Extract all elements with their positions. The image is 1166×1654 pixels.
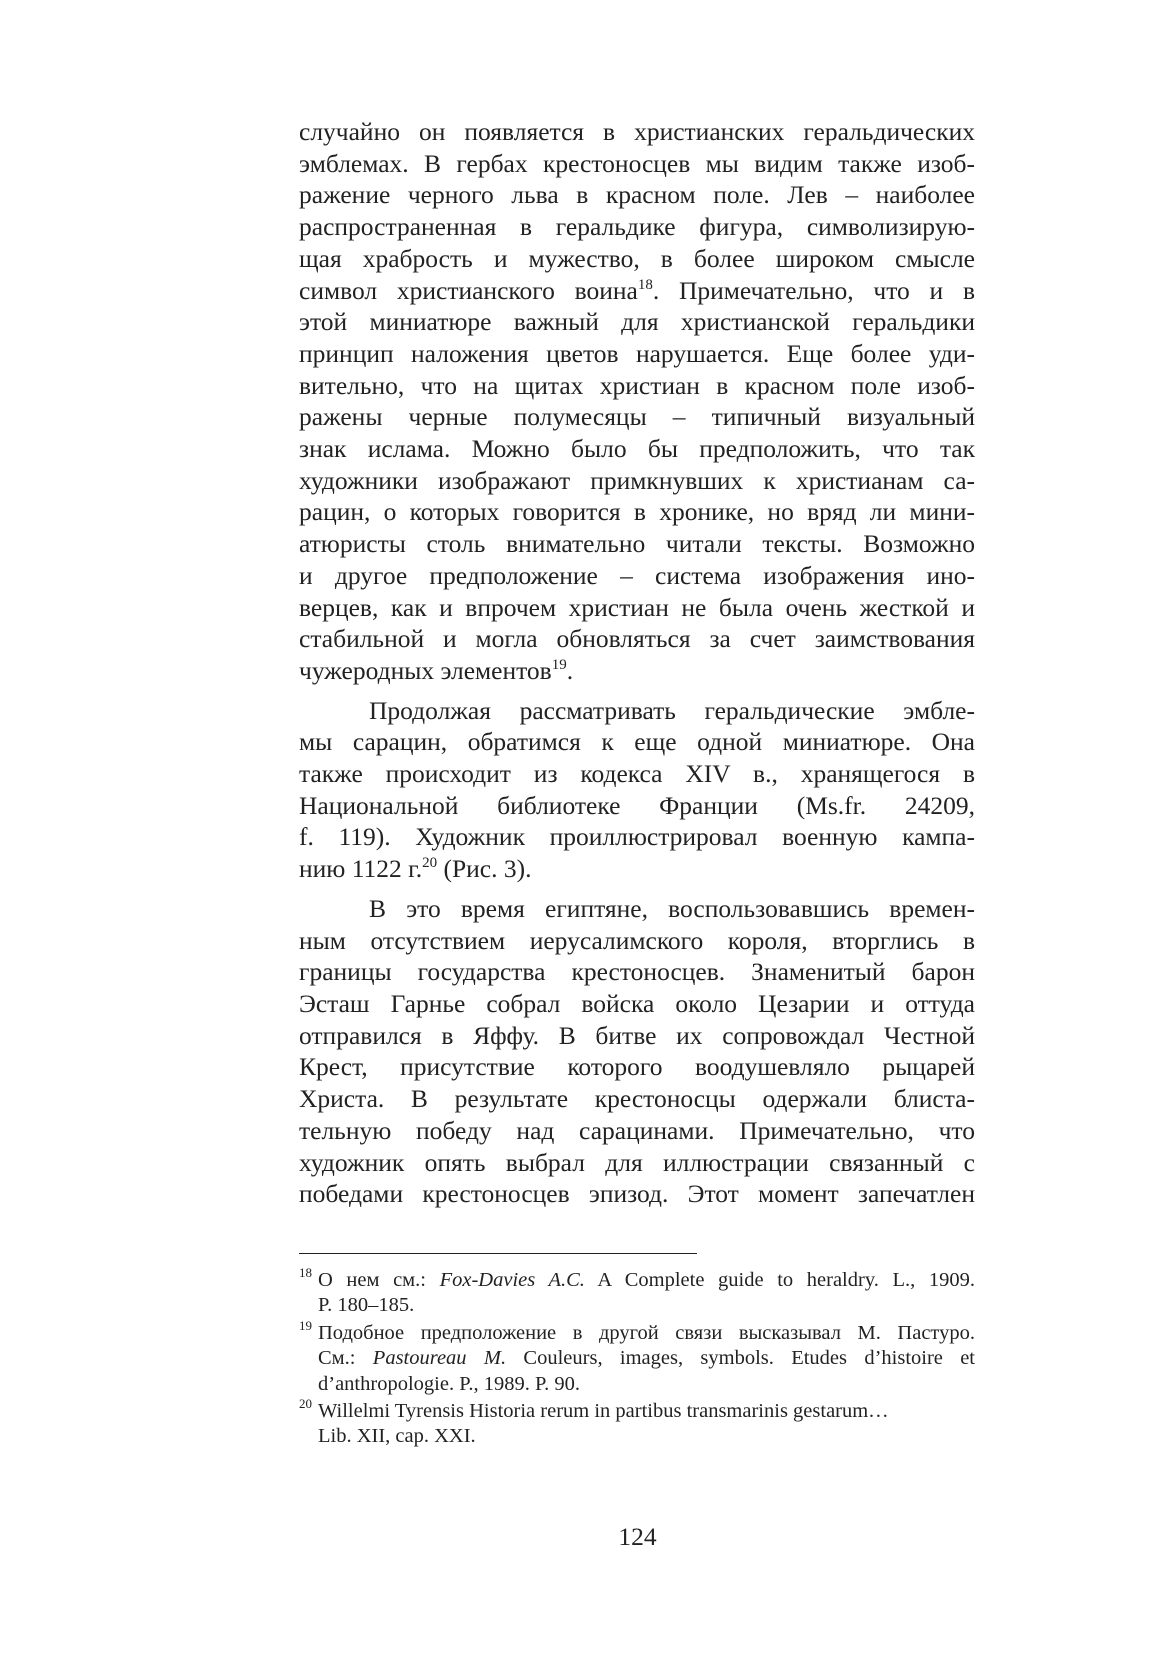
footnotes xyxy=(299,1265,976,1452)
footnote-number: 18 xyxy=(299,1265,312,1280)
footnote-number: 20 xyxy=(299,1396,312,1412)
text-line: Эсташ Гарнье собрал войска около Цезарии и оттуда xyxy=(299,988,975,1018)
text-line: В это время египтяне, воспользовавшись времен- xyxy=(369,893,975,923)
text-line: атюристы столь внимательно читали тексты. Возможно xyxy=(299,529,975,559)
page-number: 124 xyxy=(618,1522,657,1551)
text-line: случайно он появляется в христианских геральдических xyxy=(299,117,975,146)
footnote-text-cont: P. 180–185. xyxy=(318,1294,415,1317)
text-line: Национальной библиотеке Франции (Ms.fr. 24209, xyxy=(299,790,975,820)
text-line: также происходит из кодекса XIV в., хранящегося в xyxy=(299,759,975,789)
main-text xyxy=(299,116,975,1210)
footnote-text-cont: См.: Pastoureau M. Couleurs, images, symbols. Etudes d’histoire et xyxy=(318,1347,976,1370)
footnote-text: Willelmi Tyrensis Historia rerum in partibus transmarinis gestarum… xyxy=(318,1400,889,1423)
text-line: границы государства крестоносцев. Знаменитый барон xyxy=(299,957,975,987)
text-line: и другое предположение – система изображения ино- xyxy=(299,560,975,590)
footnote-text-cont: d’anthropologie. P., 1989. P. 90. xyxy=(318,1372,580,1395)
text-line: стабильной и могла обновляться за счет заимствования xyxy=(299,624,975,654)
text-line: знак ислама. Можно было бы предположить, что так xyxy=(299,434,975,464)
footnote-author: Pastoureau M. xyxy=(372,1347,507,1370)
text-line: вительно, что на щитах христиан в красном поле изоб- xyxy=(299,370,975,400)
text-line: верцев, как и впрочем христиан не была очень жесткой и xyxy=(299,592,975,622)
footnote-text: Подобное предположение в другой связи высказывал М. Пастуро. xyxy=(318,1321,975,1344)
text-line: этой миниатюре важный для христианской геральдики xyxy=(299,307,975,337)
text-line: щая храбрость и мужество, в более широком смысле xyxy=(299,243,975,273)
text-line: Продолжая рассматривать геральдические эмбле- xyxy=(369,695,975,725)
text-line: чужеродных элементов xyxy=(299,655,552,685)
text-line: Христа. В результате крестоносцы одержали блиста- xyxy=(299,1084,975,1114)
footnote-20 xyxy=(299,1396,975,1450)
text-line: ражение черного льва в красном поле. Лев – наиболее xyxy=(299,180,975,210)
footnote-19 xyxy=(299,1317,976,1397)
paragraph-2-last-line xyxy=(299,853,975,885)
text-line: . xyxy=(566,655,574,685)
text-line: художник опять выбрал для иллюстрации связанный с xyxy=(299,1147,975,1177)
text-line: (Рис. 3). xyxy=(437,854,532,884)
text-line: победами крестоносцев эпизод. Этот момент запечатлен xyxy=(299,1179,975,1209)
text-line: принцип наложения цветов нарушается. Еще более уди- xyxy=(299,338,975,368)
footnote-ref-18[interactable]: 18 xyxy=(637,276,653,293)
text-line: нию 1122 г. xyxy=(299,854,423,884)
text-line: отправился в Яффу. В битве их сопровождал Честной xyxy=(299,1020,975,1050)
footnote-text-cont: Lib. XII, cap. XXI. xyxy=(318,1425,476,1448)
paragraph-3 xyxy=(299,893,975,1210)
footnote-author: Fox-Davies A.C. xyxy=(439,1269,585,1291)
paragraph-1 xyxy=(299,116,975,655)
footnote-ref-19[interactable]: 19 xyxy=(551,656,567,673)
text-line: мы сарацин, обратимся к еще одной миниатюре. Она xyxy=(299,727,975,757)
text-line: f. 119). Художник проиллюстрировал военную кампа- xyxy=(299,822,975,852)
footnote-ref-20[interactable]: 20 xyxy=(422,855,438,872)
paragraph-1-last-line xyxy=(299,655,975,687)
text-line: символ христианского воина xyxy=(299,275,638,305)
text-line: рацин, о которых говорится в хронике, но вряд ли мини- xyxy=(299,497,975,527)
text-line: эмблемах. В гербах крестоносцев мы видим также изоб- xyxy=(299,148,975,178)
footnote-separator xyxy=(299,1253,697,1254)
footnote-number: 19 xyxy=(299,1317,312,1333)
text-line: тельную победу над сарацинами. Примечательно, что xyxy=(299,1115,975,1145)
text-line: . Примечательно, что и в xyxy=(652,275,975,305)
footnote-18 xyxy=(299,1265,976,1319)
text-line: Крест, присутствие которого воодушевляло рыцарей xyxy=(299,1052,975,1082)
paragraph-2 xyxy=(299,695,975,854)
text-line: распространенная в геральдике фигура, символизирую- xyxy=(299,212,975,242)
footnote-text: О нем см.: Fox-Davies A.C. A Complete guide to heraldry. L., 1909. xyxy=(318,1269,976,1291)
text-line: художники изображают примкнувших к христианам са- xyxy=(299,465,975,495)
text-line: ным отсутствием иерусалимского короля, вторглись в xyxy=(299,925,975,955)
text-line: ражены черные полумесяцы – типичный визуальный xyxy=(299,402,975,432)
